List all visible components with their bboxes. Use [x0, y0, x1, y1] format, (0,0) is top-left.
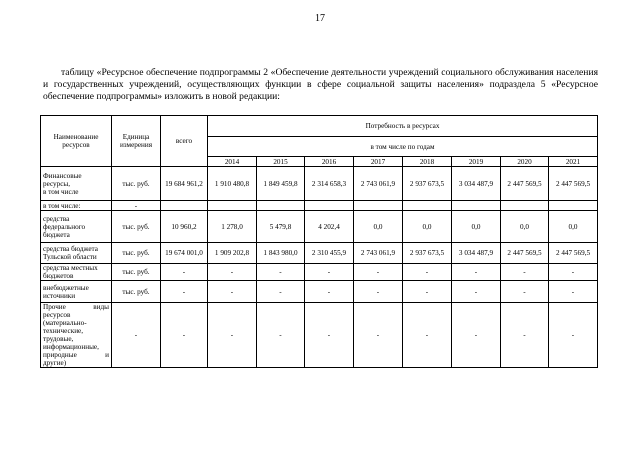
row-year-value [305, 201, 354, 211]
row-year-value [452, 201, 501, 211]
row-year-value: 2 447 569,5 [501, 167, 549, 201]
row-year-value: 3 034 487,9 [452, 243, 501, 264]
row-year-value: 2 447 569,5 [549, 167, 598, 201]
table-row [41, 167, 598, 201]
row-year-value: - [403, 303, 452, 368]
intro-text: таблицу «Ресурсное обеспечение подпрограммы 2 «Обеспечение деятельности учреждений социального обслуживания населения и государственных учреждений, осуществляющих функции в сфере социальной защиты населения» подраздела 5 «Ресурсное обеспечение подпрограммы» изложить в новой редакции: [43, 67, 598, 102]
row-year-value [257, 201, 305, 211]
row-year-value: - [354, 281, 403, 303]
header-row-1 [41, 116, 598, 137]
row-year-value: 2 743 061,9 [354, 167, 403, 201]
row-year-value: 1 278,0 [208, 211, 257, 243]
row-name-line: другие) [43, 359, 67, 367]
row-year-value: 0,0 [354, 211, 403, 243]
row-year-value: - [257, 264, 305, 281]
row-name-line: в том числе: [43, 201, 81, 210]
row-year-value: - [549, 281, 598, 303]
row-name-line: источники [43, 291, 76, 300]
row-year-value: - [501, 303, 549, 368]
row-year-value: 2 310 455,9 [305, 243, 354, 264]
header-resource-name: Наименование ресурсов [41, 116, 112, 167]
page-number: 17 [315, 13, 325, 24]
row-year-value: 2 314 658,3 [305, 167, 354, 201]
row-name [41, 281, 112, 303]
table-row [41, 281, 598, 303]
row-unit: тыс. руб. [112, 167, 161, 201]
row-name [41, 264, 112, 281]
header-year-8: 2021 [549, 157, 598, 167]
row-year-value: - [354, 303, 403, 368]
row-total [161, 201, 208, 211]
row-total: 10 960,2 [161, 211, 208, 243]
row-total: - [161, 264, 208, 281]
row-year-value: - [403, 264, 452, 281]
row-total: - [161, 303, 208, 368]
row-name-line: бюджетов [43, 272, 74, 280]
row-unit: тыс. руб. [112, 211, 161, 243]
row-year-value: - [403, 281, 452, 303]
row-unit: тыс. руб. [112, 281, 161, 303]
row-year-value: 2 937 673,5 [403, 243, 452, 264]
row-total: 19 674 001,0 [161, 243, 208, 264]
row-name [41, 201, 112, 211]
row-year-value: - [257, 281, 305, 303]
table-row [41, 201, 598, 211]
row-year-value: 1 909 202,8 [208, 243, 257, 264]
row-name-line: ресурсы, [43, 179, 71, 188]
row-name-line: Прочие виды [43, 303, 109, 311]
row-year-value: - [257, 303, 305, 368]
row-name [41, 243, 112, 264]
row-year-value: - [549, 264, 598, 281]
row-year-value [354, 201, 403, 211]
row-year-value: 2 447 569,5 [549, 243, 598, 264]
row-name-line: технические, [43, 327, 84, 335]
row-year-value: 4 202,4 [305, 211, 354, 243]
header-need: Потребность в ресурсах [208, 116, 598, 137]
row-name [41, 167, 112, 201]
header-year-3: 2016 [305, 157, 354, 167]
row-name-line: трудовые, [43, 335, 74, 343]
row-name-line: федерального [43, 222, 86, 231]
row-year-value: - [452, 264, 501, 281]
row-year-value: 2 743 061,9 [354, 243, 403, 264]
header-total: всего [161, 116, 208, 167]
table-row [41, 303, 598, 368]
row-year-value [501, 201, 549, 211]
row-year-value: - [501, 264, 549, 281]
row-year-value: - [305, 264, 354, 281]
row-unit: - [112, 201, 161, 211]
row-year-value: 0,0 [501, 211, 549, 243]
row-unit: тыс. руб. [112, 264, 161, 281]
row-year-value [549, 201, 598, 211]
row-year-value: - [452, 281, 501, 303]
row-year-value: 1 849 459,8 [257, 167, 305, 201]
row-year-value: 1 910 480,8 [208, 167, 257, 201]
resource-table [40, 115, 598, 368]
row-year-value: 3 034 487,9 [452, 167, 501, 201]
row-name-line: информационные, [43, 343, 99, 351]
row-total: 19 684 961,2 [161, 167, 208, 201]
row-year-value: 1 843 980,0 [257, 243, 305, 264]
row-year-value: 0,0 [549, 211, 598, 243]
row-year-value: - [305, 303, 354, 368]
header-unit: Единица измерения [112, 116, 161, 167]
row-name-line: природные и [43, 351, 109, 359]
row-total: - [161, 281, 208, 303]
row-name-line: внебюджетные [43, 283, 89, 292]
row-year-value: - [208, 281, 257, 303]
row-year-value: 2 447 569,5 [501, 243, 549, 264]
header-year-6: 2019 [452, 157, 501, 167]
row-year-value: - [208, 303, 257, 368]
header-by-years: в том числе по годам [208, 137, 598, 157]
row-year-value: - [208, 264, 257, 281]
table-row [41, 211, 598, 243]
header-year-7: 2020 [501, 157, 549, 167]
row-year-value: 0,0 [403, 211, 452, 243]
row-name-line: бюджета [43, 230, 70, 239]
row-year-value: - [549, 303, 598, 368]
row-name-line: средства [43, 214, 70, 223]
row-year-value: - [452, 303, 501, 368]
header-year-2: 2015 [257, 157, 305, 167]
row-year-value: - [354, 264, 403, 281]
row-year-value: - [501, 281, 549, 303]
row-name-line: средства местных [43, 264, 98, 272]
row-year-value: 2 937 673,5 [403, 167, 452, 201]
row-year-value: 5 479,8 [257, 211, 305, 243]
row-name-line: ресурсов [43, 311, 71, 319]
table-row [41, 264, 598, 281]
header-year-1: 2014 [208, 157, 257, 167]
row-name-line: средства бюджета [43, 245, 98, 253]
row-name-line: в том числе [43, 187, 79, 196]
row-unit: - [112, 303, 161, 368]
row-name-line: Финансовые [43, 171, 82, 180]
row-unit: тыс. руб. [112, 243, 161, 264]
row-year-value: - [305, 281, 354, 303]
row-year-value [208, 201, 257, 211]
row-name-line: (материально- [43, 319, 87, 327]
header-year-5: 2018 [403, 157, 452, 167]
row-year-value: 0,0 [452, 211, 501, 243]
row-name [41, 211, 112, 243]
row-name [41, 303, 112, 368]
table-row [41, 243, 598, 264]
row-name-line: Тульской области [43, 253, 97, 261]
row-year-value [403, 201, 452, 211]
header-year-4: 2017 [354, 157, 403, 167]
intro-paragraph [43, 67, 598, 103]
